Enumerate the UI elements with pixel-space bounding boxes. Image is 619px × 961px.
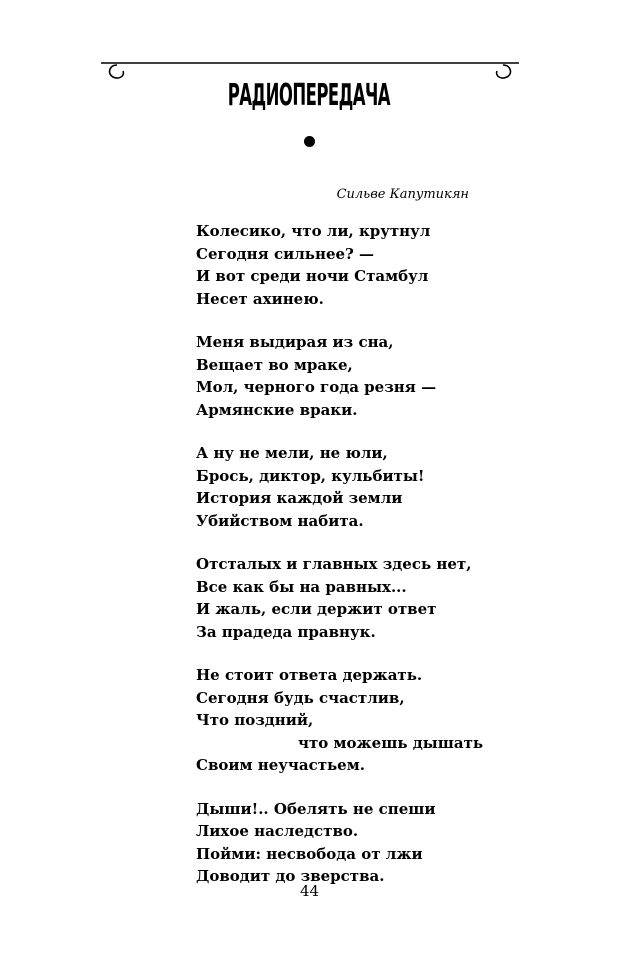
stanza-3 — [196, 442, 496, 532]
poem-body — [196, 220, 496, 909]
poem-line: Мол, черного года резня — — [196, 378, 437, 396]
poem-line: И жаль, если держит ответ — [196, 600, 437, 618]
right-scroll-icon — [497, 65, 511, 78]
poem-line: Несет ахинею. — [196, 289, 324, 308]
poem-line: Своим неучастьем. — [196, 756, 365, 774]
stanza-2 — [196, 331, 496, 421]
poem-line: А ну не мели, не юли, — [196, 444, 388, 462]
author-name: Сильве Капутикян — [336, 187, 469, 202]
poem-line: Отсталых и главных здесь нет, — [196, 555, 472, 573]
left-scroll-icon — [110, 65, 124, 78]
poem-line: Колесико, что ли, крутнул — [196, 222, 431, 240]
stanza-4 — [196, 553, 496, 643]
poem-line: За прадеда правнук. — [196, 622, 376, 641]
poem-line: Армянские враки. — [196, 400, 358, 419]
poem-line: Вещает во мраке, — [196, 355, 353, 374]
poem-line: Брось, диктор, кульбиты! — [196, 466, 425, 485]
stanza-6 — [196, 798, 496, 888]
poem-title: РАДИОПЕРЕДАЧА — [227, 78, 390, 113]
poem-line: Пойми: несвобода от лжи — [196, 844, 423, 863]
poem-line: Лихое наследство. — [196, 822, 359, 840]
poem-line-indented: что можешь дышать — [298, 733, 484, 752]
poem-line: Не стоит ответа держать. — [196, 666, 423, 684]
stanza-5 — [196, 664, 496, 777]
poem-line: И вот среди ночи Стамбул — [196, 267, 429, 285]
poem-line: Убийством набита. — [196, 511, 364, 530]
poem-line: История каждой земли — [196, 489, 403, 507]
poem-line: Сегодня будь счастлив, — [196, 688, 405, 707]
poem-line: Сегодня сильнее? — — [196, 244, 375, 263]
poem-line: Доводит до зверства. — [196, 867, 385, 885]
poem-line: Все как бы на равных... — [196, 577, 407, 596]
stanza-1 — [196, 220, 496, 310]
bullet-ornament — [304, 136, 315, 147]
poem-line: Меня выдирая из сна, — [196, 333, 394, 351]
page-number: 44 — [299, 882, 320, 900]
poem-line: Что поздний, — [196, 711, 314, 729]
poem-line: Дыши!.. Обелять не спеши — [196, 799, 436, 818]
